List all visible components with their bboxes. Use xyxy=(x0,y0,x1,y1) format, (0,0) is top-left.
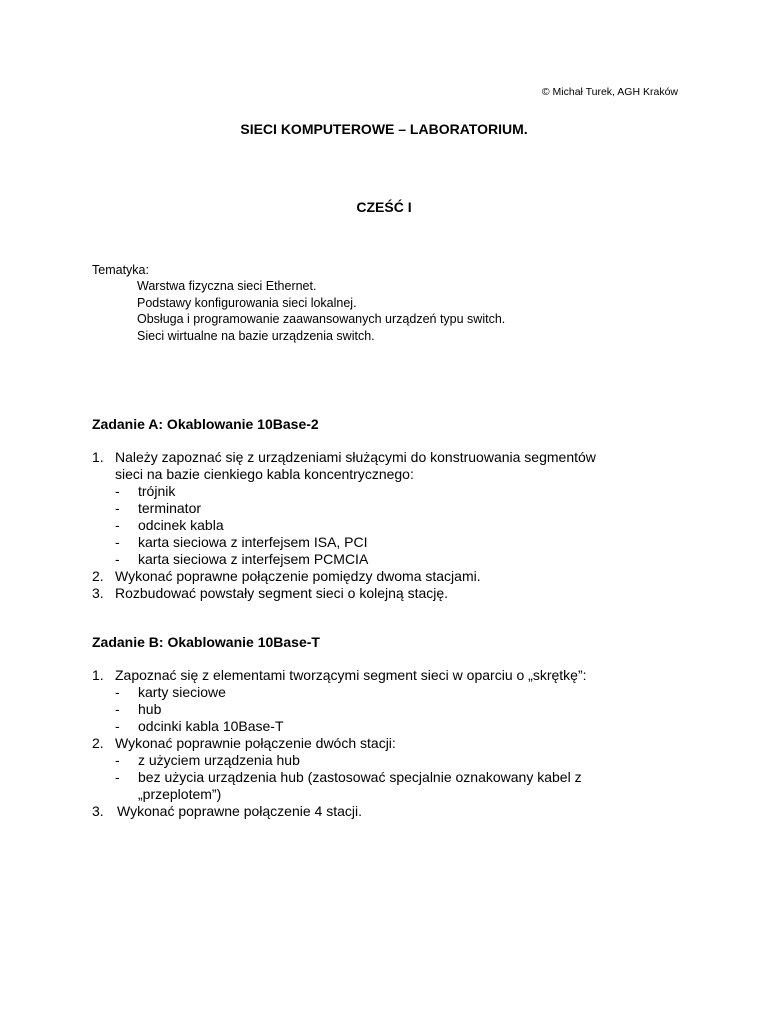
item-text: Należy zapoznać się z urządzeniami służącymi do konstruowania segmentów xyxy=(115,449,596,465)
part-title: CZEŚĆ I xyxy=(356,199,412,215)
item-text: Zapoznać się z elementami tworzącymi segment sieci w oparciu o „skrętkę”: xyxy=(115,667,587,683)
document-title: SIECI KOMPUTEROWE – LABORATORIUM. xyxy=(240,121,528,137)
item-text: Wykonać poprawnie połączenie dwóch stacji: xyxy=(115,735,396,751)
task-b-heading: Zadanie B: Okablowanie 10Base-T xyxy=(92,634,320,650)
dash-bullet: - xyxy=(115,500,120,516)
copyright-note: © Michał Turek, AGH Kraków xyxy=(541,86,678,98)
sub-list-item xyxy=(92,551,692,568)
task-a-heading: Zadanie A: Okablowanie 10Base-2 xyxy=(92,416,319,432)
list-item xyxy=(92,585,692,602)
sub-item-text: odcinki kabla 10Base-T xyxy=(138,718,284,734)
sub-item-text: odcinek kabla xyxy=(138,517,224,533)
sub-list-item xyxy=(92,701,692,718)
sub-item-text: „przeplotem”) xyxy=(138,786,222,802)
sub-item-text: karta sieciowa z interfejsem ISA, PCI xyxy=(138,534,368,550)
sub-list-item xyxy=(92,752,692,769)
item-text: Wykonać poprawne połączenie pomiędzy dwoma stacjami. xyxy=(115,568,481,584)
sub-item-text: karty sieciowe xyxy=(138,684,226,700)
dash-bullet: - xyxy=(115,517,120,533)
list-item xyxy=(92,735,692,752)
item-number: 1. xyxy=(92,667,104,683)
sub-item-text: z użyciem urządzenia hub xyxy=(138,752,300,768)
sub-item-text: terminator xyxy=(138,500,202,516)
dash-bullet: - xyxy=(115,551,120,567)
item-text: Rozbudować powstały segment sieci o kolejną stację. xyxy=(115,585,449,601)
item-number: 1. xyxy=(92,449,104,465)
task-b-list xyxy=(92,667,692,820)
task-a-list xyxy=(92,449,692,602)
dash-bullet: - xyxy=(115,752,120,768)
sub-list-item xyxy=(92,534,692,551)
sub-list-item xyxy=(92,483,692,500)
sub-list-item xyxy=(92,684,692,701)
item-number: 2. xyxy=(92,568,104,584)
dash-bullet: - xyxy=(115,534,120,550)
list-item xyxy=(92,667,692,684)
topics-label: Tematyka: xyxy=(92,263,149,277)
item-number: 3. xyxy=(92,585,104,601)
dash-bullet: - xyxy=(115,483,120,499)
dash-bullet: - xyxy=(115,769,120,785)
topic-item: Warstwa fizyczna sieci Ethernet. xyxy=(137,279,317,293)
sub-list-item xyxy=(92,769,692,786)
dash-bullet: - xyxy=(115,684,120,700)
item-text: sieci na bazie cienkiego kabla koncentrycznego: xyxy=(115,466,414,482)
item-number: 2. xyxy=(92,735,104,751)
list-item xyxy=(92,803,692,820)
sub-list-item xyxy=(92,718,692,735)
item-text: Wykonać poprawne połączenie 4 stacji. xyxy=(117,803,363,819)
item-number: 3. xyxy=(92,803,104,819)
topic-item: Obsługa i programowanie zaawansowanych urządzeń typu switch. xyxy=(137,312,506,326)
topic-item: Podstawy konfigurowania sieci lokalnej. xyxy=(137,295,357,310)
sub-list-item-continuation xyxy=(92,786,692,803)
list-item xyxy=(92,449,692,466)
sub-item-text: karta sieciowa z interfejsem PCMCIA xyxy=(138,551,369,567)
dash-bullet: - xyxy=(115,701,120,717)
list-item-continuation xyxy=(92,466,692,483)
topic-item: Sieci wirtualne na bazie urządzenia switch. xyxy=(137,328,375,343)
sub-list-item xyxy=(92,500,692,517)
list-item xyxy=(92,568,692,585)
dash-bullet: - xyxy=(115,718,120,734)
sub-list-item xyxy=(92,517,692,534)
topics-list xyxy=(137,278,505,344)
sub-item-text: trójnik xyxy=(138,483,176,499)
sub-item-text: bez użycia urządzenia hub (zastosować specjalnie oznakowany kabel z xyxy=(138,769,582,785)
sub-item-text: hub xyxy=(138,701,162,717)
